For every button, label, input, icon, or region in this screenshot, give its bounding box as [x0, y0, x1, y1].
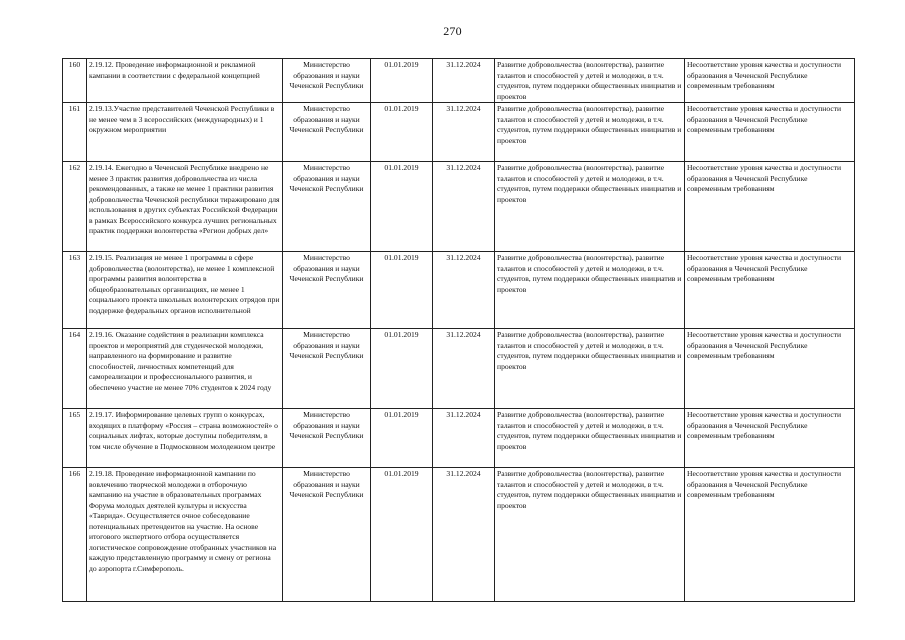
- responsible-executor: Министерство образования и науки Чеченской Республики: [283, 252, 371, 329]
- start-date: 01.01.2019: [371, 59, 433, 103]
- responsible-executor: Министерство образования и науки Чеченской Республики: [283, 103, 371, 162]
- table-row: [63, 103, 855, 162]
- activity-description: 2.19.13.Участие представителей Чеченской Республики в не менее чем в 3 всероссийских (международных) и 1 окружном мероприятии: [87, 103, 283, 162]
- table-row: [63, 162, 855, 252]
- problem-statement: Несоответствие уровня качества и доступности образования в Чеченской Республике современным требованиям: [685, 162, 855, 252]
- responsible-executor: Министерство образования и науки Чеченской Республики: [283, 329, 371, 409]
- activity-direction: Развитие добровольчества (волонтерства), развитие талантов и способностей у детей и молодежи, в т.ч. студентов, путем поддержки общественных инициатив и проектов: [495, 162, 685, 252]
- activity-direction: Развитие добровольчества (волонтерства), развитие талантов и способностей у детей и молодежи, в т.ч. студентов, путем поддержки общественных инициатив и проектов: [495, 329, 685, 409]
- table-row: [63, 59, 855, 103]
- table-row: [63, 409, 855, 468]
- row-number: 163: [63, 252, 87, 329]
- table-row: [63, 252, 855, 329]
- activity-direction: Развитие добровольчества (волонтерства), развитие талантов и способностей у детей и молодежи, в т.ч. студентов, путем поддержки общественных инициатив и проектов: [495, 409, 685, 468]
- table-row: [63, 329, 855, 409]
- end-date: 31.12.2024: [433, 409, 495, 468]
- responsible-executor: Министерство образования и науки Чеченской Республики: [283, 409, 371, 468]
- row-number: 164: [63, 329, 87, 409]
- problem-statement: Несоответствие уровня качества и доступности образования в Чеченской Республике современным требованиям: [685, 103, 855, 162]
- end-date: 31.12.2024: [433, 468, 495, 602]
- problem-statement: Несоответствие уровня качества и доступности образования в Чеченской Республике современным требованиям: [685, 59, 855, 103]
- activity-description: 2.19.14. Ежегодно в Чеченской Республике внедрено не менее 3 практик развития добровольчества из числа рекомендованных, а также не менее 1 практики развития добровольчества Чеченской республики тиражировано для использования в других субъектах Российской Федерации в рамках Всероссийского конкурса лучших региональных практик поддержки волонтерства «Регион добрых дел»: [87, 162, 283, 252]
- row-number: 166: [63, 468, 87, 602]
- row-number: 160: [63, 59, 87, 103]
- activity-description: 2.19.15. Реализация не менее 1 программы в сфере добровольчества (волонтерства), не менее 1 комплексной программы развития волонтерства в общеобразовательных организациях, не менее 1 социального проекта школьных волонтерских отрядов при поддержке федеральных органов исполнительной: [87, 252, 283, 329]
- end-date: 31.12.2024: [433, 329, 495, 409]
- problem-statement: Несоответствие уровня качества и доступности образования в Чеченской Республике современным требованиям: [685, 468, 855, 602]
- end-date: 31.12.2024: [433, 162, 495, 252]
- start-date: 01.01.2019: [371, 409, 433, 468]
- activity-direction: Развитие добровольчества (волонтерства), развитие талантов и способностей у детей и молодежи, в т.ч. студентов, путем поддержки общественных инициатив и проектов: [495, 103, 685, 162]
- responsible-executor: Министерство образования и науки Чеченской Республики: [283, 59, 371, 103]
- table-row: [63, 468, 855, 602]
- activity-direction: Развитие добровольчества (волонтерства), развитие талантов и способностей у детей и молодежи, в т.ч. студентов, путем поддержки общественных инициатив и проектов: [495, 468, 685, 602]
- row-number: 165: [63, 409, 87, 468]
- row-number: 162: [63, 162, 87, 252]
- activity-description: 2.19.17. Информирование целевых групп о конкурсах, входящих в платформу «Россия – страна возможностей» о социальных лифтах, которые доступны победителям, в том числе обучение в Подмосковном молодежном центре: [87, 409, 283, 468]
- page-number: 270: [443, 24, 462, 38]
- problem-statement: Несоответствие уровня качества и доступности образования в Чеченской Республике современным требованиям: [685, 252, 855, 329]
- activity-description: 2.19.16. Оказание содействия в реализации комплекса проектов и мероприятий для студенческой молодежи, направленного на формирование и развитие способностей, личностных компетенций для самореализации и профессионального развития, и обеспечено участие не менее 70% студентов к 2024 году: [87, 329, 283, 409]
- end-date: 31.12.2024: [433, 103, 495, 162]
- start-date: 01.01.2019: [371, 468, 433, 602]
- activity-direction: Развитие добровольчества (волонтерства), развитие талантов и способностей у детей и молодежи, в т.ч. студентов, путем поддержки общественных инициатив и проектов: [495, 59, 685, 103]
- end-date: 31.12.2024: [433, 252, 495, 329]
- start-date: 01.01.2019: [371, 329, 433, 409]
- activities-table: [62, 58, 855, 602]
- start-date: 01.01.2019: [371, 252, 433, 329]
- end-date: 31.12.2024: [433, 59, 495, 103]
- problem-statement: Несоответствие уровня качества и доступности образования в Чеченской Республике современным требованиям: [685, 329, 855, 409]
- row-number: 161: [63, 103, 87, 162]
- start-date: 01.01.2019: [371, 103, 433, 162]
- activity-description: 2.19.18. Проведение информационной кампании по вовлечению творческой молодежи в отборочную кампанию на участие в образовательных программах Форума молодых деятелей культуры и искусства «Таврида». Осуществляется очное собеседование потенциальных претендентов на участие. На основе итогового экспертного отбора осуществляется логистическое сопровождение отобранных участников на каждую представленную программу и смену от региона до аэропорта г.Симферополь.: [87, 468, 283, 602]
- activity-description: 2.19.12. Проведение информационной и рекламной кампании в соответствии с федеральной концепцией: [87, 59, 283, 103]
- problem-statement: Несоответствие уровня качества и доступности образования в Чеченской Республике современным требованиям: [685, 409, 855, 468]
- responsible-executor: Министерство образования и науки Чеченской Республики: [283, 162, 371, 252]
- activity-direction: Развитие добровольчества (волонтерства), развитие талантов и способностей у детей и молодежи, в т.ч. студентов, путем поддержки общественных инициатив и проектов: [495, 252, 685, 329]
- responsible-executor: Министерство образования и науки Чеченской Республики: [283, 468, 371, 602]
- start-date: 01.01.2019: [371, 162, 433, 252]
